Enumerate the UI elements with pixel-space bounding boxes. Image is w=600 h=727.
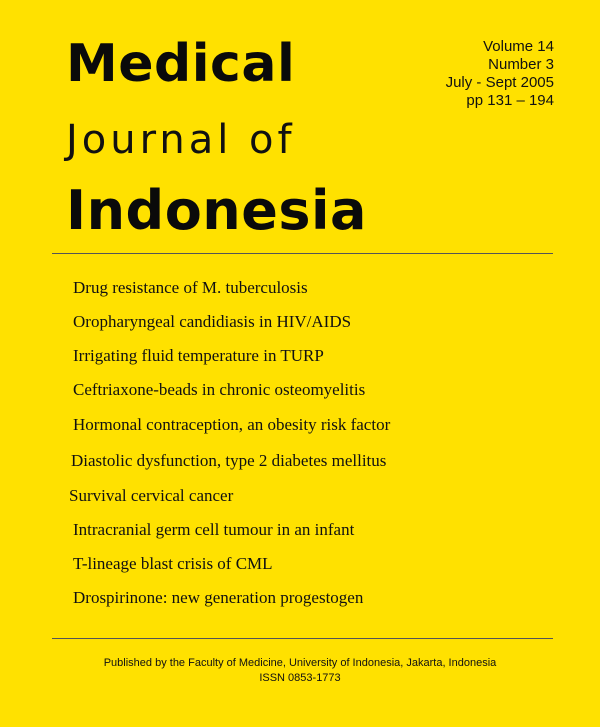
issue-info xyxy=(446,38,554,110)
toc-item: Hormonal contraception, an obesity risk factor xyxy=(73,415,391,434)
journal-title-journal-of: Journal of xyxy=(66,117,296,163)
toc-item: T-lineage blast crisis of CML xyxy=(73,554,273,573)
toc-item: Oropharyngeal candidiasis in HIV/AIDS xyxy=(73,312,352,331)
issue-volume: Volume 14 xyxy=(483,38,554,55)
issue-pages: pp 131 – 194 xyxy=(466,92,554,109)
issn-line: ISSN 0853-1773 xyxy=(259,672,341,684)
toc-item: Drug resistance of M. tuberculosis xyxy=(73,278,308,297)
toc-item: Irrigating fluid temperature in TURP xyxy=(73,346,324,365)
toc-item: Survival cervical cancer xyxy=(69,486,234,505)
toc-item: Drospirinone: new generation progestogen xyxy=(73,588,364,607)
footer xyxy=(0,656,600,686)
issue-number: Number 3 xyxy=(488,56,554,73)
bottom-divider xyxy=(52,638,553,639)
journal-title-indonesia: Indonesia xyxy=(66,179,367,242)
toc-item: Intracranial germ cell tumour in an infant xyxy=(73,520,355,539)
toc-item: Ceftriaxone-beads in chronic osteomyelitis xyxy=(73,380,366,399)
journal-title-medical: Medical xyxy=(66,34,296,94)
publisher-line: Published by the Faculty of Medicine, University of Indonesia, Jakarta, Indonesia xyxy=(103,657,497,669)
top-divider xyxy=(52,253,553,254)
issue-period: July - Sept 2005 xyxy=(445,74,554,91)
toc-item: Diastolic dysfunction, type 2 diabetes mellitus xyxy=(71,451,387,470)
